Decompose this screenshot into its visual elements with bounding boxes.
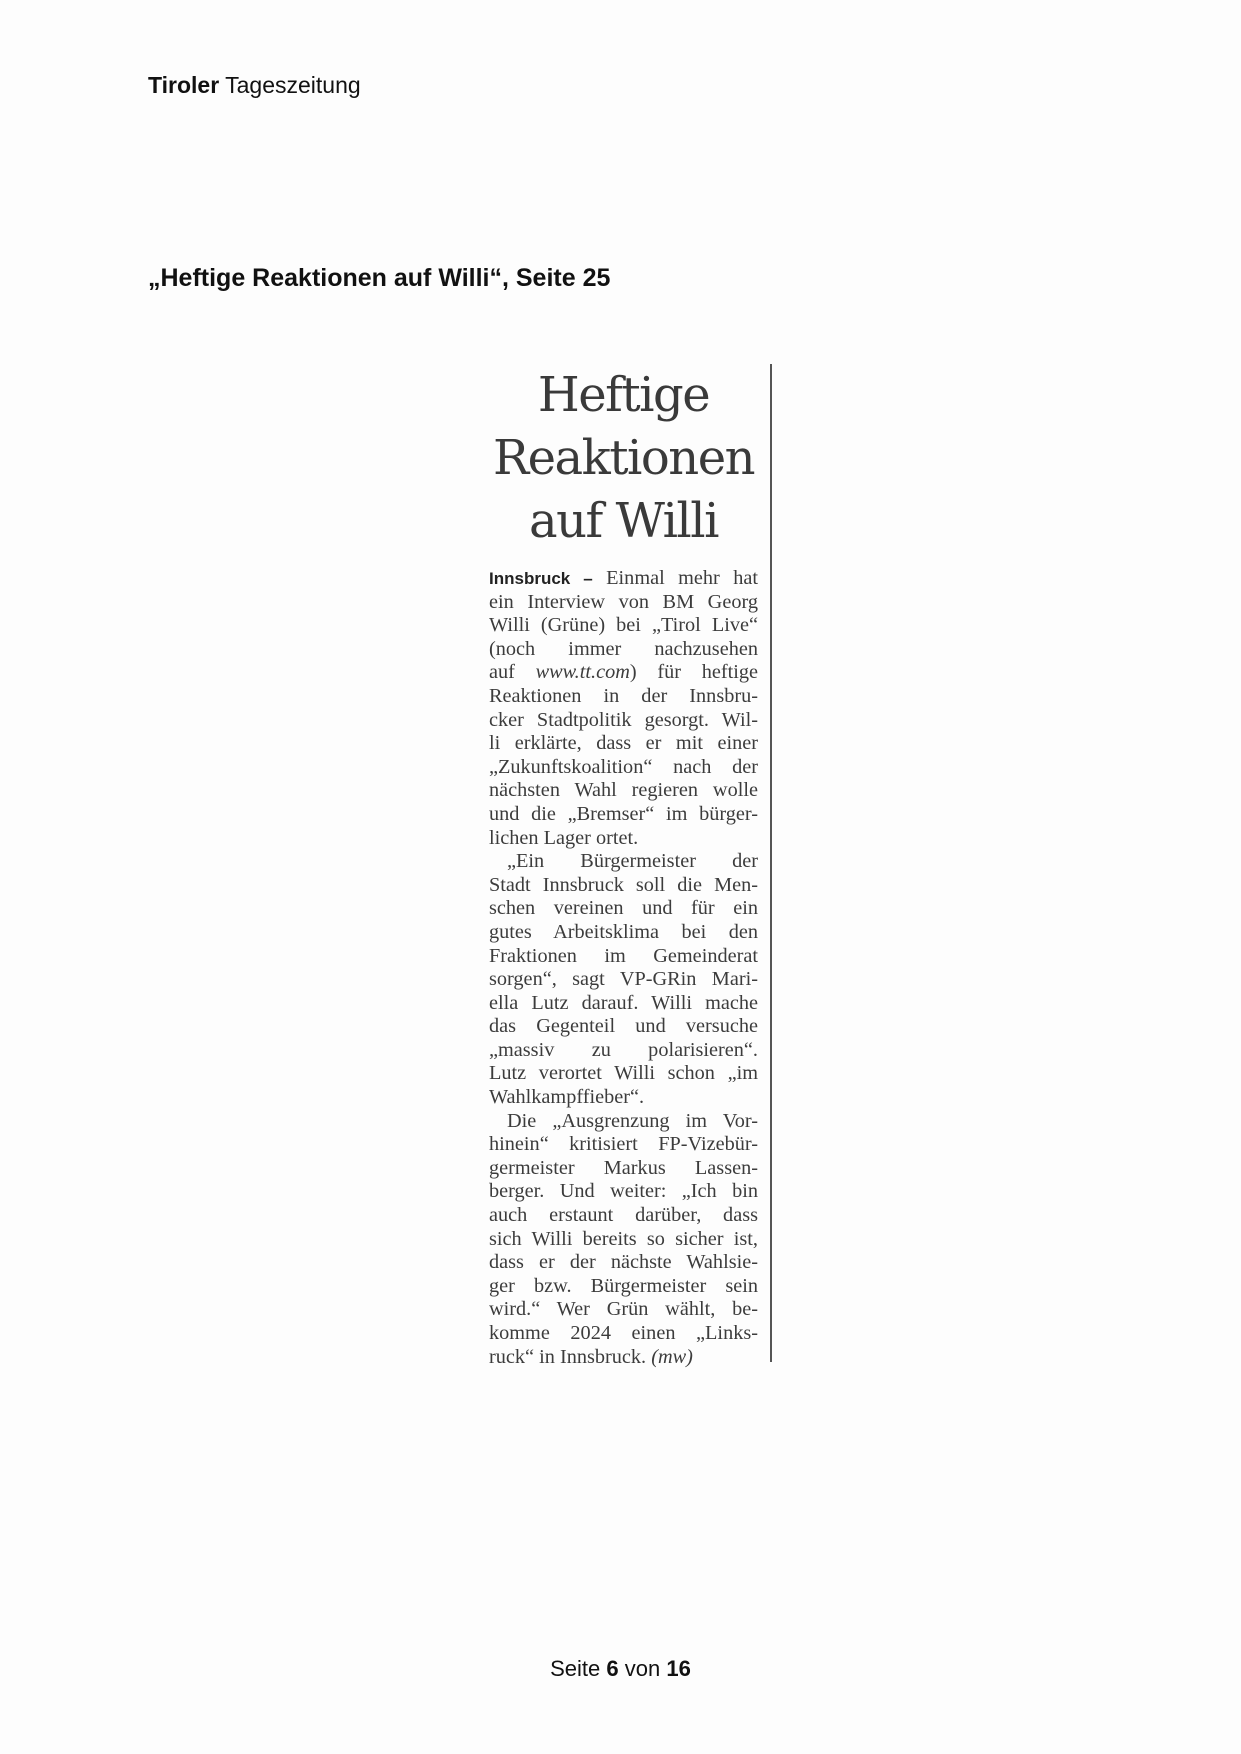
body-line: ella Lutz darauf. Willi mache [489,991,758,1014]
body-line: und die „Bremser“ im bürger- [489,802,758,825]
article-body [489,567,758,1369]
body-line: auch erstaunt darüber, dass [489,1204,758,1227]
article-headline [489,364,758,553]
body-line: hinein“ kritisiert FP-Vizebür- [489,1133,758,1156]
article-url: www.tt.com [535,661,630,684]
publication-name-bold: Tiroler [148,72,220,98]
body-line: Wahlkampffieber“. [489,1086,645,1109]
body-line: nächsten Wahl regieren wolle [489,779,758,802]
dateline: Innsbruck – [489,569,593,588]
body-line: komme 2024 einen „Links- [489,1322,758,1344]
article-clipping [489,364,759,1368]
body-line: Lutz verortet Willi schon „im [489,1062,758,1085]
body-line: auf www.tt.com) für heftige [489,661,759,684]
body-line: ruck“ in Innsbruck. (mw) [489,1345,693,1368]
body-line: li erklärte, dass er mit einer [489,732,758,755]
headline-line: auf Willi [529,493,718,549]
body-line: Willi (Grüne) bei „Tirol Live“ [489,614,758,637]
body-line: ein Interview von BM Georg [489,590,758,613]
body-line: Stadt Innsbruck soll die Men- [489,873,758,896]
total-pages: 16 [666,1656,691,1681]
article-reference-title: „Heftige Reaktionen auf Willi“, Seite 25 [148,264,611,292]
current-page: 6 [606,1656,619,1681]
body-line: sich Willi bereits so sicher ist, [489,1227,758,1250]
body-line: wird.“ Wer Grün wählt, be- [489,1298,758,1321]
body-line: cker Stadtpolitik gesorgt. Wil- [489,708,758,731]
body-line: dass er der nächste Wahlsie- [489,1251,758,1274]
body-line: gutes Arbeitsklima bei den [489,920,758,943]
body-line: germeister Markus Lassen- [489,1156,758,1179]
body-line: berger. Und weiter: „Ich bin [489,1180,758,1203]
headline-line: Reaktionen [492,430,755,486]
body-line: „Ein Bürgermeister der [507,850,758,873]
headline-line: Heftige [537,367,710,423]
column-divider [770,364,772,1362]
author-initials: (mw) [651,1345,693,1368]
body-line: Reaktionen in der Innsbru- [489,684,758,707]
page-number: Seite 6 von 16 [550,1656,691,1681]
body-line: „Zukunftskoalition“ nach der [489,755,758,778]
publication-name [148,72,361,99]
body-line: lichen Lager ortet. [489,826,639,849]
body-line: Die „Ausgrenzung im Vor- [507,1109,758,1132]
body-line: schen vereinen und für ein [489,897,758,920]
body-line: sorgen“, sagt VP-GRin Mari- [489,968,758,991]
publication-name-regular: Tageszeitung [225,72,361,98]
body-line: ger bzw. Bürgermeister sein [489,1274,758,1297]
body-line: (noch immer nachzusehen [489,637,758,660]
body-line: „massiv zu polarisieren“. [489,1038,758,1061]
body-line: das Gegenteil und versuche [489,1015,758,1038]
body-line: Innsbruck – Einmal mehr hat [489,567,758,589]
body-line: Fraktionen im Gemeinderat [489,944,758,967]
